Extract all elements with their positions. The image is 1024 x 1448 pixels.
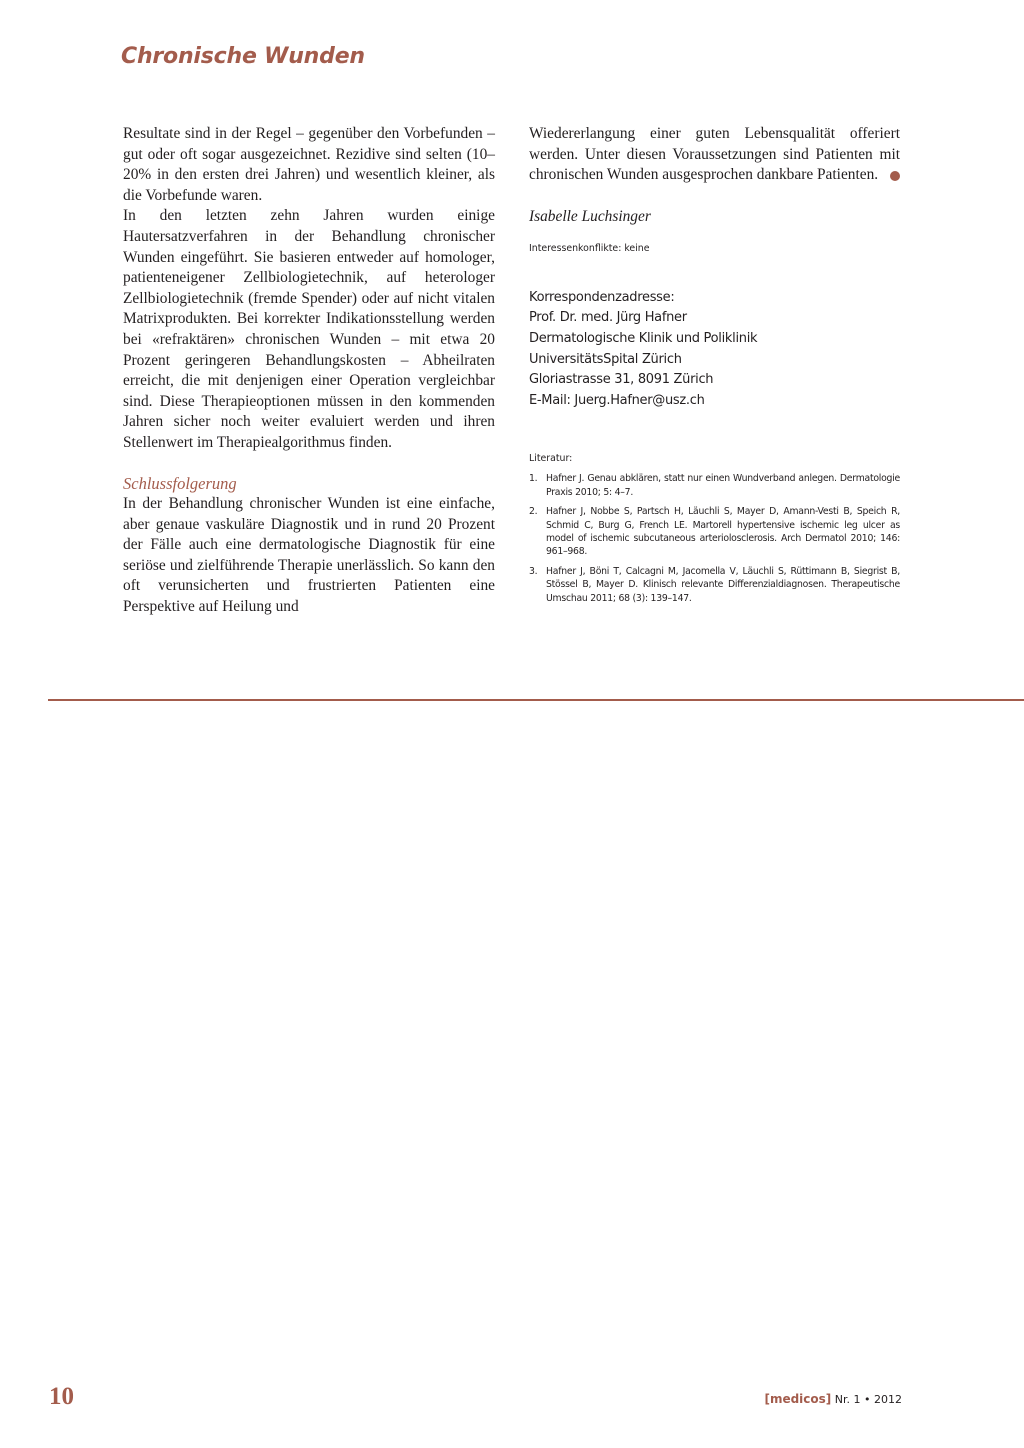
address-department: Dermatologische Klinik und Poliklinik [529, 330, 758, 346]
address-label: Korrespondenzadresse: [529, 289, 675, 305]
correspondence-address [529, 288, 900, 412]
literature-label: Literatur: [529, 453, 573, 465]
right-column [529, 124, 900, 611]
address-name: Prof. Dr. med. Jürg Hafner [529, 310, 687, 326]
journal-footer [764, 1392, 902, 1406]
continuation-text: Wiedererlangung einer guten Lebensqualität offeriert werden. Unter diesen Voraussetzungen sind Patienten mit chronischen Wunden ausgesprochen dankbare Patienten. [529, 125, 900, 184]
reference-number: 1. [529, 473, 538, 485]
conclusion-heading: Schlussfolgerung [123, 473, 237, 493]
end-of-article-dot [890, 171, 900, 181]
journal-brand: [medicos] [764, 1392, 832, 1406]
page-title: Chronische Wunden [121, 44, 365, 69]
body-paragraph: In den letzten zehn Jahren wurden einige Hautersatzverfahren in der Behandlung chronischer Wunden eingeführt. Sie basieren entweder auf homologer, patienteneigener Zellbiologietechnik, auf heterologer Zellbiologietechnik (fremde Spender) oder auf nicht vitalen Matrixprodukten. Bei korrekter Indikationsstellung werden bei «refraktären» chronischen Wunden – mit etwa 20 Prozent geringeren Behandlungskosten – Abheilraten erreicht, die mit denjenigen einer Operation vergleichbar sind. Diese Therapieoptionen müssen in den kommenden Jahren sicher noch weiter evaluiert werden und ihren Stellenwert im Therapiealgorithmus finden. [123, 207, 495, 451]
author-name: Isabelle Luchsinger [529, 207, 651, 225]
body-paragraph: Resultate sind in der Regel – gegenüber den Vorbefunden – gut oder oft sogar ausgezeichnet. Rezidive sind selten (10–20% in den ersten drei Jahren) und wesentlich kleiner, als die Vorbefunde waren. [123, 125, 495, 204]
page-number: 10 [49, 1383, 74, 1410]
left-column [123, 124, 495, 618]
section-divider [48, 699, 1024, 701]
reference-item [529, 565, 900, 605]
address-hospital: UniversitätsSpital Zürich [529, 351, 682, 367]
address-email: E-Mail: Juerg.Hafner@usz.ch [529, 392, 705, 408]
reference-list [529, 472, 900, 605]
reference-text: Hafner J, Böni T, Calcagni M, Jacomella V, Läuchli S, Rüttimann B, Siegrist B, Stössel B, Mayer D. Klinisch relevante Differenzialdiagnosen. Therapeutische Umschau 2011; 68 (3): 139–147. [546, 565, 900, 604]
reference-number: 2. [529, 506, 538, 518]
address-street: Gloriastrasse 31, 8091 Zürich [529, 372, 714, 388]
conclusion-paragraph: In der Behandlung chronischer Wunden ist eine einfache, aber genaue vaskuläre Diagnostik und in rund 20 Prozent der Fälle auch eine dermatologische Diagnostik für eine seriöse und zielführende Therapie unerlässlich. So kann den oft verunsicherten und frustrierten Patienten eine Perspektive auf Heilung und [123, 495, 495, 616]
journal-issue: Nr. 1 • 2012 [834, 1393, 902, 1406]
reference-text: Hafner J. Genau abklären, statt nur einen Wundverband anlegen. Dermatologie Praxis 2010; 5: 4–7. [546, 473, 900, 498]
reference-item [529, 505, 900, 559]
reference-number: 3. [529, 565, 538, 577]
continuation-paragraph [529, 124, 900, 186]
reference-item [529, 472, 900, 499]
reference-text: Hafner J, Nobbe S, Partsch H, Läuchli S, Mayer D, Amann-Vesti B, Speich R, Schmid C, Burg G, French LE. Martorell hypertensive ischemic leg ulcer as model of ischemic subcutaneous arteriolosclerosis. Arch Dermatol 2010; 146: 961–968. [546, 506, 900, 558]
conflict-of-interest: Interessenkonflikte: keine [529, 242, 650, 254]
